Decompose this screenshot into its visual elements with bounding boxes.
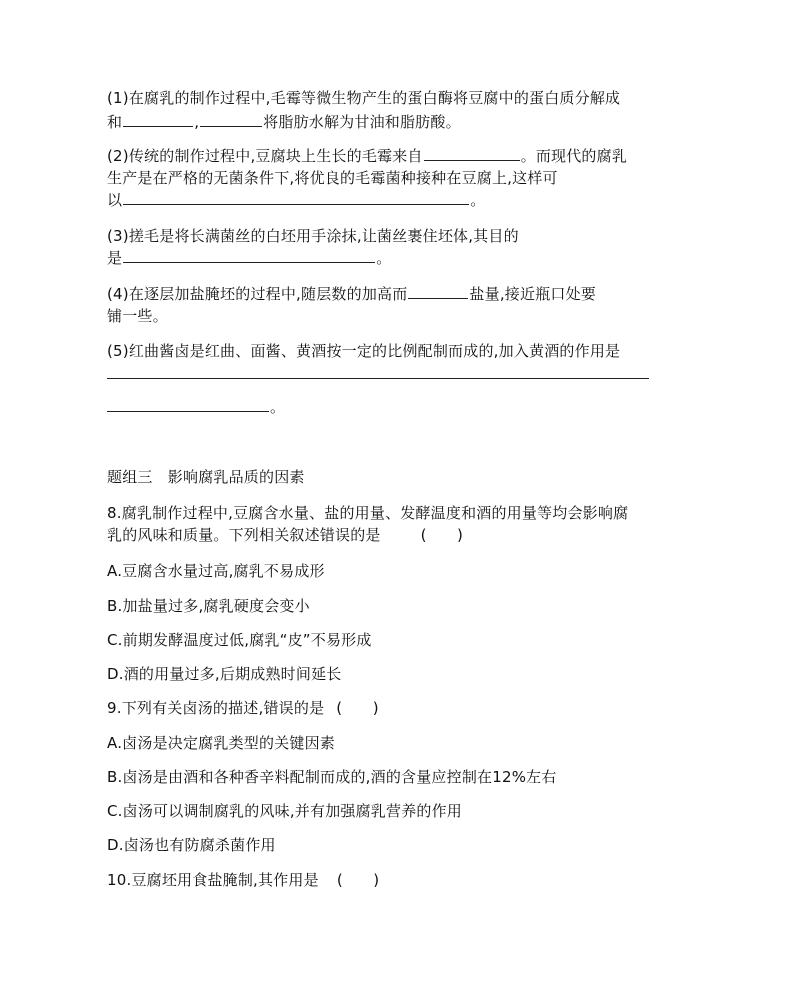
q8-option-d[interactable]: D.酒的用量过多,后期成熟时间延长: [107, 665, 342, 683]
answer-parentheses[interactable]: ( ): [336, 871, 380, 889]
q7-part3-line1: (3)搓毛是将长满菌丝的白坯用手涂抹,让菌丝裹住坯体,其目的: [107, 227, 519, 245]
section-heading: 题组三 影响腐乳品质的因素: [107, 468, 305, 486]
q7-part1-line1: (1)在腐乳的制作过程中,毛霉等微生物产生的蛋白酶将豆腐中的蛋白质分解成: [107, 89, 621, 107]
q8-option-c[interactable]: C.前期发酵温度过低,腐乳“皮”不易形成: [107, 631, 372, 649]
q7-part2-line1: (2)传统的制作过程中,豆腐块上生长的毛霉来自 。而现代的腐乳: [107, 147, 628, 165]
q9-option-a[interactable]: A.卤汤是决定腐乳类型的关键因素: [107, 734, 335, 752]
q7-part5-line1: (5)红曲酱卤是红曲、面酱、黄酒按一定的比例配制而成的,加入黄酒的作用是: [107, 342, 621, 360]
answer-blank[interactable]: [123, 248, 375, 263]
answer-blank[interactable]: [200, 112, 262, 127]
answer-blank[interactable]: [107, 397, 269, 412]
q9-option-c[interactable]: C.卤汤可以调制腐乳的风味,并有加强腐乳营养的作用: [107, 802, 463, 820]
answer-line-full[interactable]: [107, 378, 649, 379]
q7-part2-line3: 以 。: [107, 191, 486, 209]
q7-part3-line2: 是 。: [107, 249, 392, 267]
q9-stem: 9.下列有关卤汤的描述,错误的是 ( ): [107, 698, 382, 718]
answer-blank[interactable]: [424, 146, 520, 161]
q8-stem-line1: 8.腐乳制作过程中,豆腐含水量、盐的用量、发酵温度和酒的用量等均会影响腐: [107, 504, 629, 522]
q8-stem-line2: 乳的风味和质量。下列相关叙述错误的是 ( ): [107, 525, 467, 545]
q10-stem: 10.豆腐坯用食盐腌制,其作用是 ( ): [107, 870, 383, 890]
q9-option-d[interactable]: D.卤汤也有防腐杀菌作用: [107, 836, 276, 854]
answer-blank[interactable]: [123, 112, 193, 127]
q9-option-b[interactable]: B.卤汤是由酒和各种香辛料配制而成的,酒的含量应控制在12%左右: [107, 768, 557, 786]
answer-blank[interactable]: [123, 190, 469, 205]
answer-parentheses[interactable]: ( ): [336, 699, 379, 717]
answer-parentheses[interactable]: ( ): [420, 526, 464, 544]
q7-part1-line2: 和 , 将脂肪水解为甘油和脂肪酸。: [107, 113, 461, 131]
q8-option-b[interactable]: B.加盐量过多,腐乳硬度会变小: [107, 597, 310, 615]
answer-blank[interactable]: [408, 284, 468, 299]
q7-part5-line3: 。: [107, 397, 285, 417]
q7-part4-line2: 铺一些。: [107, 307, 168, 325]
q8-option-a[interactable]: A.豆腐含水量过高,腐乳不易成形: [107, 562, 325, 580]
q7-part2-line2: 生产是在严格的无菌条件下,将优良的毛霉菌种接种在豆腐上,这样可: [107, 169, 558, 187]
q7-part4-line1: (4)在逐层加盐腌坯的过程中,随层数的加高而 盐量,接近瓶口处要: [107, 285, 596, 303]
